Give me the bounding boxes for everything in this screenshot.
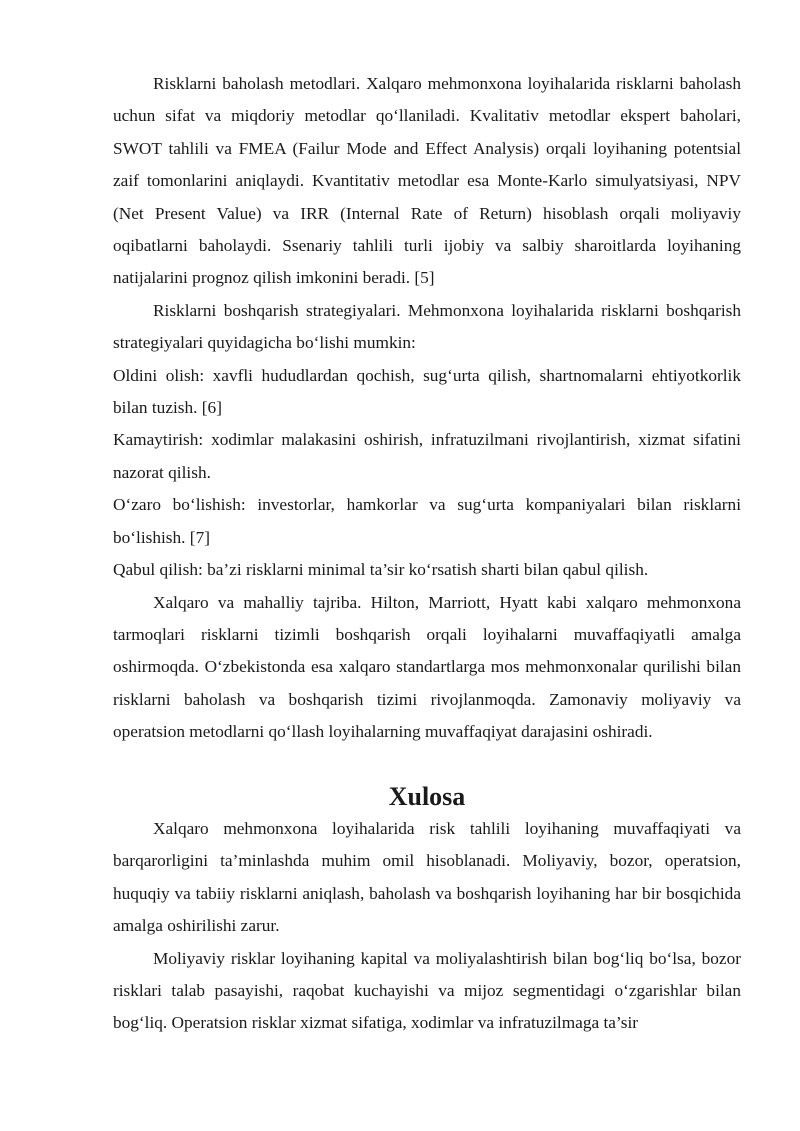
- paragraph-international-experience: Xalqaro va mahalliy tajriba. Hilton, Marriott, Hyatt kabi xalqaro mehmonxona tarmoqlari risklarni tizimli boshqarish orqali loyihalarni muvaffaqiyatli amalga oshirmoqda. O‘zbekistonda esa xalqaro standartlarga mos mehmonxonalar qurilishi bilan risklarni baholash va boshqarish tizimi rivojlanmoqda. Zamonaviy moliyaviy va operatsion metodlarni qo‘llash loyihalarning muvaffaqiyat darajasini oshiradi.: [113, 592, 741, 742]
- paragraph-conclusion-2: Moliyaviy risklar loyihaning kapital va moliyalashtirish bilan bog‘liq bo‘lsa, bozor risklari talab pasayishi, raqobat kuchayishi va mijoz segmentidagi o‘zgarishlar bilan bog‘liq. Operatsion risklar xizmat sifatiga, xodimlar va infratuzilmaga ta’sir: [113, 948, 741, 1033]
- paragraph-reduction: Kamaytirish: xodimlar malakasini oshirish, infratuzilmani rivojlantirish, xizmat sifatini nazorat qilish.: [113, 430, 741, 482]
- paragraph-avoidance: Oldini olish: xavfli hududlardan qochish, sug‘urta qilish, shartnomalarni ehtiyotkorlik bilan tuzish. [6]: [113, 365, 741, 418]
- paragraph-risk-management-strategies: Risklarni boshqarish strategiyalari. Mehmonxona loyihalarida risklarni boshqarish strategiyalari quyidagicha bo‘lishi mumkin:: [113, 300, 741, 353]
- paragraph-acceptance: Qabul qilish: ba’zi risklarni minimal ta’sir ko‘rsatish sharti bilan qabul qilish.: [113, 560, 649, 580]
- paragraph-sharing: O‘zaro bo‘lishish: investorlar, hamkorlar va sug‘urta kompaniyalari bilan risklarni bo‘lishish. [7]: [113, 495, 741, 547]
- paragraph-conclusion-1: Xalqaro mehmonxona loyihalarida risk tahlili loyihaning muvaffaqiyati va barqarorligini ta’minlashda muhim omil hisoblanadi. Moliyaviy, bozor, operatsion, huquqiy va tabiiy risklarni aniqlash, baholash va boshqarish loyihaning har bir bosqichida amalga oshirilishi zarur.: [113, 818, 741, 936]
- section-title-conclusion: Xulosa: [388, 781, 466, 811]
- paragraph-risk-assessment-methods: Risklarni baholash metodlari. Xalqaro mehmonxona loyihalarida risklarni baholash uchun sifat va miqdoriy metodlar qo‘llaniladi. Kvalitativ metodlar ekspert baholari, SWOT tahlili va FMEA (Failur Mode and Effect Analysis) orqali loyihaning potentsial zaif tomonlarini aniqlaydi. Kvantitativ metodlar esa Monte-Karlo simulyatsiyasi, NPV (Net Present Value) va IRR (Internal Rate of Return) hisoblash orqali moliyaviy oqibatlarni baholaydi. Ssenariy tahlili turli ijobiy va salbiy sharoitlarda loyihaning natijalarini prognoz qilish imkonini beradi. [5]: [113, 74, 741, 288]
- document-page: [113, 68, 741, 1040]
